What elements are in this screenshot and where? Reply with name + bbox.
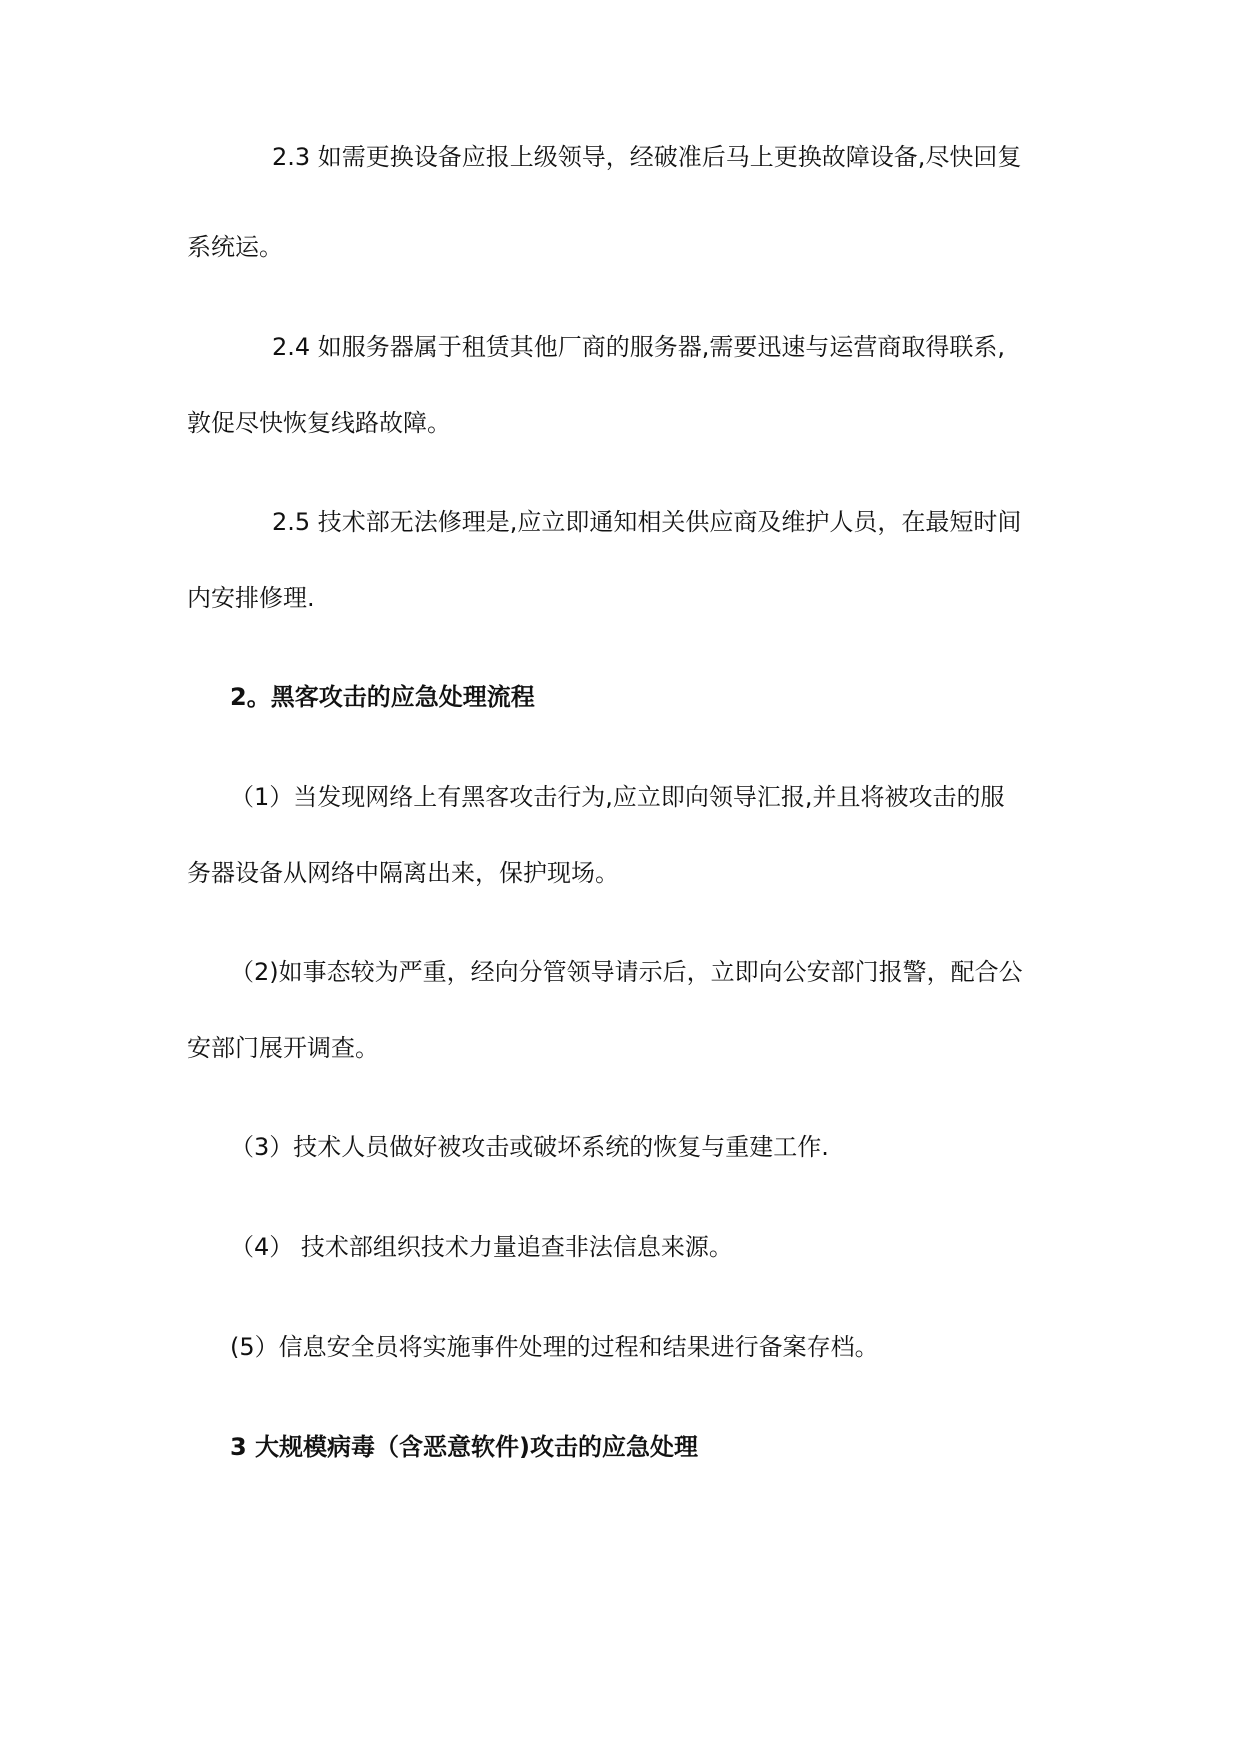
list-item-3: （3）技术人员做好被攻击或破坏系统的恢复与重建工作. (230, 1133, 829, 1161)
list-item-2-line-2: 安部门展开调查。 (187, 1034, 379, 1062)
section-heading-virus-attack: 3 大规模病毒（含恶意软件)攻击的应急处理 (230, 1433, 699, 1461)
paragraph-2-5-line-1: 2.5 技术部无法修理是,应立即通知相关供应商及维护人员，在最短时间 (272, 508, 1022, 536)
list-item-1-line-2: 务器设备从网络中隔离出来，保护现场。 (187, 859, 619, 887)
paragraph-2-3-line-1: 2.3 如需更换设备应报上级领导，经破准后马上更换故障设备,尽快回复 (272, 143, 1022, 171)
list-item-1-line-1: （1）当发现网络上有黑客攻击行为,应立即向领导汇报,并且将被攻击的服 (230, 783, 1005, 811)
paragraph-2-3-line-2: 系统运。 (187, 233, 283, 261)
paragraph-2-4-line-2: 敦促尽快恢复线路故障。 (187, 409, 451, 437)
paragraph-2-4-line-1: 2.4 如服务器属于租赁其他厂商的服务器,需要迅速与运营商取得联系, (272, 333, 1006, 361)
paragraph-2-5-line-2: 内安排修理. (187, 584, 315, 612)
section-heading-hacker-attack: 2。黑客攻击的应急处理流程 (230, 683, 535, 711)
list-item-5: (5）信息安全员将实施事件处理的过程和结果进行备案存档。 (230, 1333, 879, 1361)
list-item-2-line-1: （2)如事态较为严重，经向分管领导请示后，立即向公安部门报警，配合公 (230, 958, 1023, 986)
list-item-4: （4） 技术部组织技术力量追查非法信息来源。 (230, 1233, 733, 1261)
